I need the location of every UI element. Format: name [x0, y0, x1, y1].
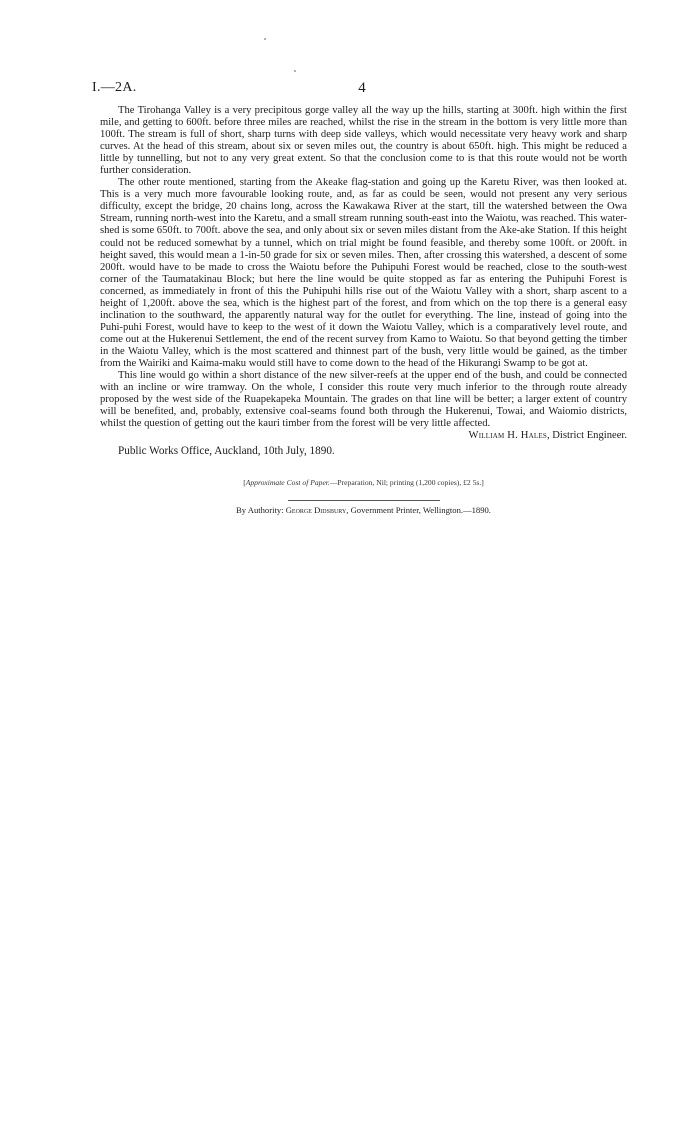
- cost-note-label: Approximate Cost of Paper.: [245, 478, 330, 488]
- page-number: 4: [358, 80, 366, 96]
- imprint-suffix: , Government Printer, Wellington.—1890.: [346, 505, 491, 516]
- office-and-date: Public Works Office, Auckland, 10th July, 1890.: [118, 445, 335, 458]
- page-header: [92, 80, 632, 100]
- printer-name: George Didsbury: [285, 505, 347, 516]
- divider-rule: [288, 500, 440, 501]
- cost-note-text: —Preparation, Nil; printing (1,200 copies), £2 5s.: [329, 478, 482, 488]
- paper-speck: [294, 70, 296, 72]
- signatory-title: , District Engineer.: [546, 430, 627, 442]
- parliamentary-paper-reference: I.—2A.: [92, 80, 137, 95]
- paragraph-conclusion: This line would go within a short distance of the new silver-reefs at the upper end of the bush, and could be connected with an incline or wire tramway. On the whole, I consider this route very much inferior to the through route already proposed by the west side of the Ruapekapeka Mountain. The grades on that line will be better; a larger extent of country will be benefited, and, probably, extensive coal-seams found both through the Hukerenui, Towai, and Waiomio districts, whilst the question of getting out the kauri timber from the forest will be very little affected.: [100, 370, 627, 430]
- cost-of-paper-note: [Approximate Cost of Paper.—Preparation, Nil; printing (1,200 copies), £2 5s.]: [243, 478, 484, 488]
- printer-imprint: [100, 505, 627, 516]
- paper-speck: [264, 38, 266, 40]
- signatory-name: William H. Hales: [468, 430, 547, 442]
- signature-line: [100, 430, 627, 442]
- report-body: [100, 105, 627, 516]
- paragraph-karetu-route: The other route mentioned, starting from the Akeake flag-station and going up the Karetu River, was then looked at. This is a very much more favourable looking route, and, as far as could be seen, would not present any very serious difficulty, except the bridge, 20 chains long, across the Kawakawa River at the start, till the watershed between the Owa Stream, running north-west into the Karetu, and a small stream running south-east into the Waiotu, was reached. This water-shed is some 650ft. to 700ft. above the sea, and only about six or seven miles distant from the Ake-ake Station. If this height could not be reduced somewhat by a tunnel, which on trial might be found feasible, and thereby some 100ft. or 200ft. in height saved, this would mean a 1-in-50 grade for six or seven miles. Then, after crossing this watershed, a descent of some 200ft. would have to be made to cross the Waiotu before the Puhipuhi Forest would be reached, close to the south-west corner of the Taumatakinau Block; but here the line would be quite stopped as far as entering the Puhipuhi Forest is concerned, as immediately in front of this the Puhipuhi hills rise out of the Waiotu Valley with a short, sharp ascent to a height of 1,200ft. above the sea, which is the highest part of the forest, and from which on the top there is a general easy inclination to the southward, the apparently natural way for the outlet for everything. The line, instead of going into the Puhi-puhi Forest, would have to keep to the west of it down the Waiotu Valley, which is a comparatively level route, and come out at the Hukerenui Settlement, the end of the recent survey from Kamo to Waiotu. So that beyond getting the timber in the Waiotu Valley, which is the most scattered and thinnest part of the bush, very little would be gained, as the timber from the Wairiki and Kaima-maku would still have to come down to the head of the Hikurangi Swamp to be got at.: [100, 177, 627, 369]
- paragraph-tirohanga-valley: The Tirohanga Valley is a very precipitous gorge valley all the way up the hills, starting at 300ft. high within the first mile, and getting to 600ft. before three miles are reached, whilst the rise in the stream in the bottom is very little more than 100ft. The stream is full of short, sharp turns with deep side valleys, which would necessitate very heavy work and sharp curves. At the head of this stream, about six or seven miles out, the country is about 650ft. high. This might be reduced a little by tunnelling, but not to any very great extent. So that the conclusion come to is that this route would not be worth further consideration.: [100, 105, 627, 177]
- imprint-prefix: By Authority:: [236, 505, 286, 516]
